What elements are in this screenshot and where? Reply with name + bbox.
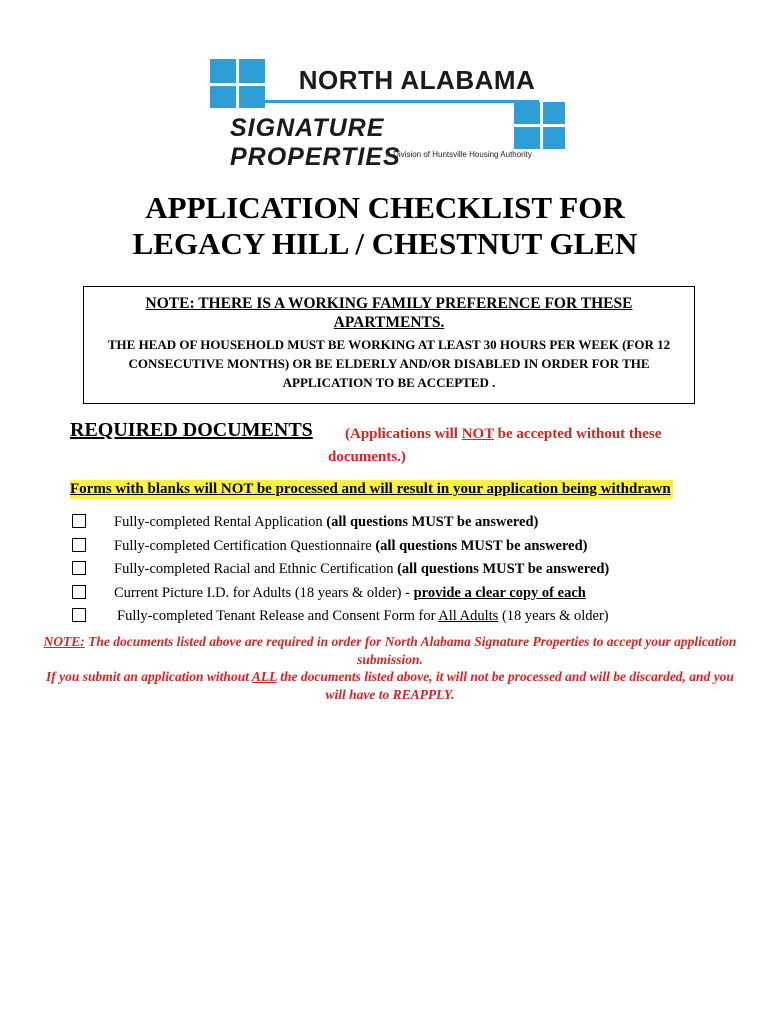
closing-line-1: [40, 633, 740, 668]
checkbox[interactable]: [72, 514, 86, 528]
checklist-item-rental-application: [72, 512, 752, 536]
closing-note-label: NOTE:: [43, 634, 85, 649]
checklist-item-picture-id: [72, 583, 752, 607]
req-note-post: be accepted without these: [493, 426, 662, 442]
req-note-line2: documents.): [328, 449, 406, 465]
blanks-warning: Forms with blanks will NOT be processed and will result in your application being withdrawn: [70, 481, 671, 497]
item-bold: (all questions MUST be answered): [397, 561, 610, 577]
item-bold: (all questions MUST be answered): [326, 514, 539, 530]
document-checklist: [72, 512, 752, 630]
closing-line2-pre: If you submit an application without: [46, 669, 252, 684]
item-text: Fully-completed Racial and Ethnic Certification: [114, 561, 398, 577]
required-documents-note: [328, 423, 705, 469]
checklist-item-label: [117, 606, 609, 626]
title-line-2: LEGACY HILL / CHESTNUT GLEN: [132, 226, 638, 261]
note-heading: NOTE: THERE IS A WORKING FAMILY PREFERENCE FOR THESE APARTMENTS.: [145, 295, 633, 331]
logo-name: NORTH ALABAMA: [298, 65, 536, 95]
checklist-item-certification-questionnaire: [72, 536, 752, 560]
logo-script: SIGNATURE PROPERTIES: [230, 114, 401, 171]
preference-note-box: [83, 286, 695, 404]
item-bold: (all questions MUST be answered): [375, 537, 588, 554]
closing-line-2: [40, 668, 740, 703]
req-note-emph: NOT: [461, 426, 494, 442]
title-line-1: APPLICATION CHECKLIST FOR: [145, 190, 625, 225]
note-body: THE HEAD OF HOUSEHOLD MUST BE WORKING AT LEAST 30 HOURS PER WEEK (FOR 12 CONSECUTIVE MONTHS) OR BE ELDERLY AND/OR DISABLED IN ORDER FOR THE APPLICATION TO BE ACCEPTED .: [107, 337, 671, 390]
required-documents-heading: REQUIRED DOCUMENTS: [70, 419, 313, 441]
checklist-item-racial-ethnic-certification: [72, 559, 752, 583]
checkbox[interactable]: [72, 585, 86, 599]
item-underline: All Adults: [438, 608, 499, 624]
checklist-item-tenant-release: [72, 606, 752, 630]
page-title: [0, 190, 770, 262]
checklist-item-label: [114, 512, 538, 532]
checklist-item-label: [114, 559, 609, 579]
closing-line2-post: the documents listed above, it will not be processed and will be discarded, and you will have to REAPPLY.: [276, 669, 734, 702]
checkbox[interactable]: [72, 538, 86, 552]
item-tail: (18 years & older): [498, 608, 609, 624]
item-text: Current Picture I.D. for Adults (18 years & older) -: [114, 584, 414, 601]
req-note-pre: (Applications will: [345, 426, 462, 442]
checklist-item-label: [114, 536, 588, 556]
item-text: Fully-completed Tenant Release and Consent Form for: [117, 608, 439, 624]
logo: [208, 57, 568, 171]
closing-note: [40, 633, 740, 703]
checkbox[interactable]: [72, 561, 86, 575]
logo-division: A Division of Huntsville Housing Authority: [386, 150, 532, 159]
closing-line2-emph: ALL: [251, 669, 277, 684]
item-text: Fully-completed Rental Application: [114, 514, 327, 530]
closing-line1-text: The documents listed above are required in order for North Alabama Signature Properties to accept your application submission.: [84, 634, 737, 667]
checkbox[interactable]: [72, 608, 86, 622]
checklist-item-label: [114, 583, 586, 603]
item-text: Fully-completed Certification Questionnaire: [114, 537, 376, 554]
item-bold: provide a clear copy of each: [413, 584, 586, 601]
